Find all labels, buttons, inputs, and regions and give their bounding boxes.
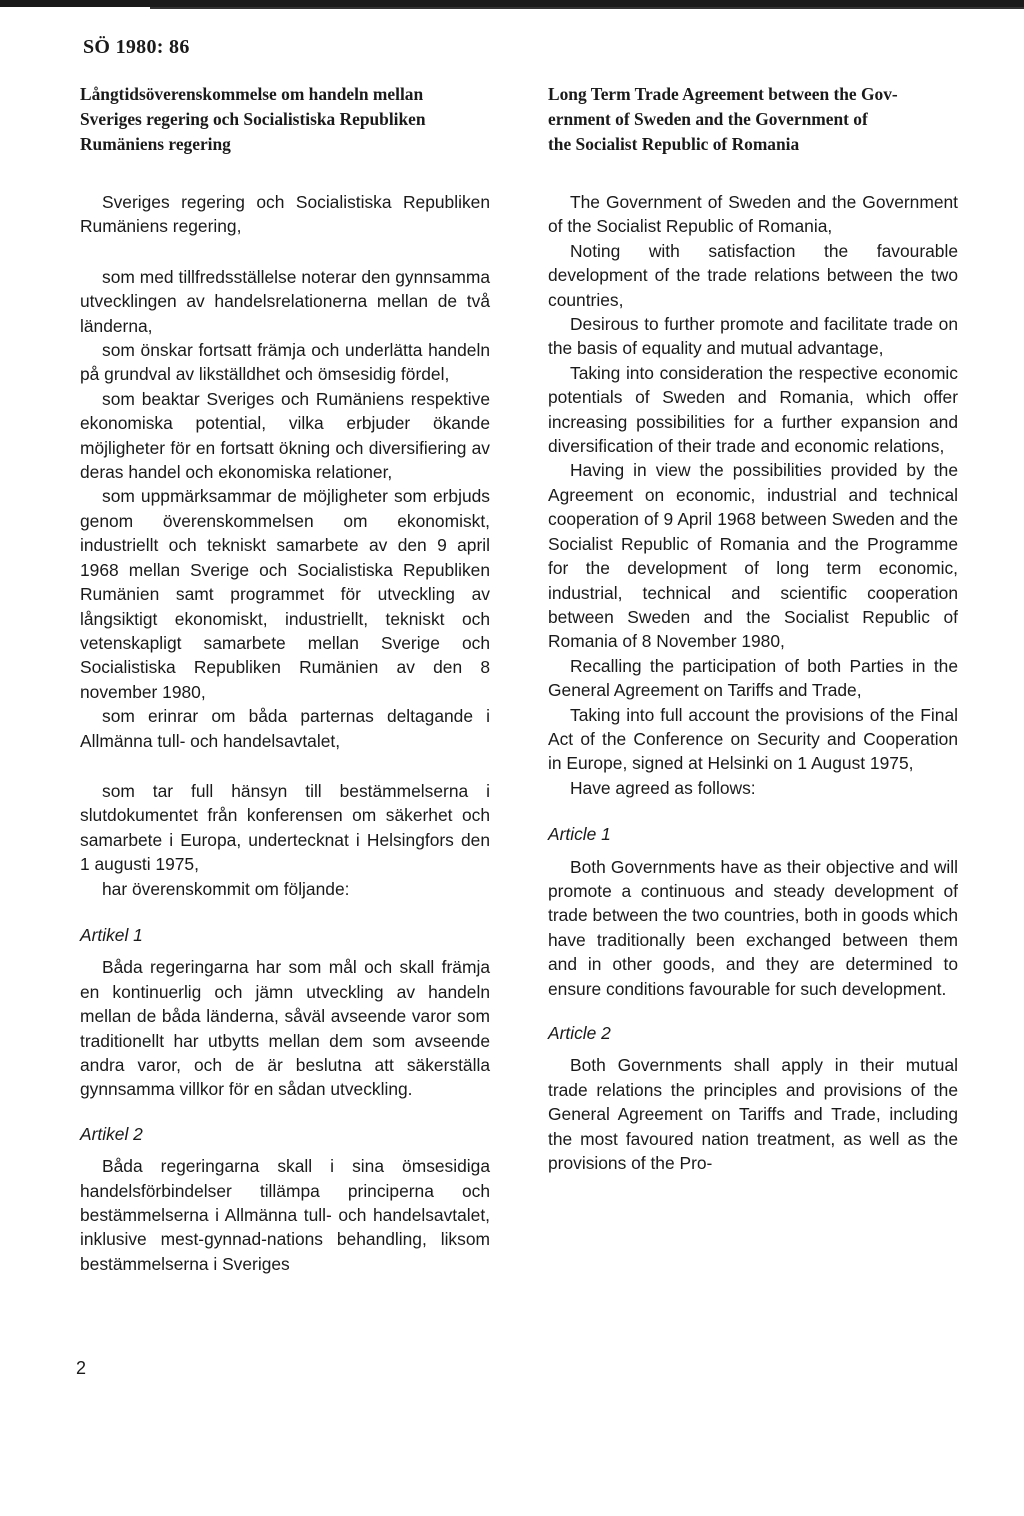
english-article-1-text: Both Governments have as their objective and will promote a continuous and steady development of trade between the two countries, both in goods which have traditionally been exchanged between them and in other goods, and they are determined to ensure conditions favourable for such development. [548, 856, 958, 999]
swedish-article-1-text: Båda regeringarna har som mål och skall främja en kontinuerlig och jämn utveckling av handeln mellan de båda länderna, såväl avseende varor som traditionellt har utbytts mellan dem som avseende andra varor, och de är beslutna att säkerställa gynnsamma villkor för en sådan utveckling. [80, 957, 490, 1100]
swedish-article-2-heading: Artikel 2 [80, 1123, 143, 1144]
english-recital: Taking into consideration the respective economic potentials of Sweden and Romania, which offer increasing possibilities for a further expansion and diversification of their trade and economic relations, [548, 362, 958, 457]
swedish-recital: som tar full hänsyn till bestämmelserna i slutdokumentet från konferensen om säkerhet och samarbete i Europa, undertecknat i Helsingfors den 1 augusti 1975, [80, 780, 490, 875]
swedish-recital: som erinrar om båda parternas deltagande i Allmänna tull- och handelsavtalet, [80, 706, 490, 751]
swedish-column [80, 82, 490, 1276]
document-header: SÖ 1980: 86 [83, 36, 190, 58]
swedish-article-1-heading: Artikel 1 [80, 924, 143, 945]
swedish-recital: som önskar fortsatt främja och underlätta handeln på grundval av likställdhet och ömsesidig fördel, [80, 340, 490, 385]
english-recital: Noting with satisfaction the favourable development of the trade relations between the two countries, [548, 240, 958, 310]
english-article-2-text: Both Governments shall apply in their mutual trade relations the principles and provisions of the General Agreement on Tariffs and Trade, including the most favoured nation treatment, as well as the provisions of the Pro- [548, 1055, 958, 1174]
top-rule-thin [150, 7, 1024, 9]
english-recital: Desirous to further promote and facilitate trade on the basis of equality and mutual advantage, [548, 314, 958, 359]
english-recital: Recalling the participation of both Parties in the General Agreement on Tariffs and Trade, [548, 655, 958, 701]
english-title-line: Long Term Trade Agreement between the Gov- [548, 84, 898, 104]
english-title [548, 82, 958, 157]
english-parties: The Government of Sweden and the Government of the Socialist Republic of Romania, [548, 192, 958, 237]
top-rule [0, 0, 1024, 7]
english-title-line: the Socialist Republic of Romania [548, 134, 800, 154]
english-article-2-heading: Article 2 [548, 1023, 611, 1043]
swedish-recital: har överenskommit om följande: [102, 878, 350, 899]
english-recital: Taking into full account the provisions of the Final Act of the Conference on Security and Cooperation in Europe, signed at Helsinki on 1 August 1975, [548, 704, 958, 774]
swedish-article-2-text: Båda regeringarna skall i sina ömsesidiga handelsförbindelser tillämpa principerna och bestämmelserna i Allmänna tull- och handelsavtalet, inklusive mest-gynnad-nations behandling, liksom bestämmelserna i Sveriges [80, 1156, 490, 1274]
swedish-recital: som med tillfredsställelse noterar den gynnsamma utvecklingen av handelsrelationerna mellan de två länderna, [80, 266, 490, 336]
page-number: 2 [76, 1358, 87, 1378]
english-recital: Have agreed as follows: [570, 777, 756, 798]
english-recital: Having in view the possibilities provided by the Agreement on economic, industrial and technical cooperation of 9 April 1968 between Sweden and the Socialist Republic of Romania and the Programme for the development of long term economic, industrial, technical and scientific cooperation between Sweden and the Socialist Republic of Romania of 8 November 1980, [548, 460, 958, 652]
english-column [548, 82, 958, 1175]
english-article-1-heading: Article 1 [548, 824, 611, 845]
swedish-title-line: Sveriges regering och Socialistiska Republiken [80, 109, 426, 129]
swedish-recital: som uppmärksammar de möjligheter som erbjuds genom överenskommelsen om ekonomiskt, industriellt och tekniskt samarbete av den 9 april 1968 mellan Sverige och Socialistiska Republiken Rumänien samt programmet för utveckling av långsiktigt ekonomiskt, industriellt, tekniskt och vetenskapligt samarbete mellan Sverige och Socialistiska Republiken Rumänien av den 8 november 1980, [80, 486, 490, 702]
swedish-title [80, 82, 490, 157]
english-title-line: ernment of Sweden and the Government of [548, 109, 868, 129]
swedish-parties: Sveriges regering och Socialistiska Republiken Rumäniens regering, [80, 192, 490, 237]
swedish-recital: som beaktar Sveriges och Rumäniens respektive ekonomiska potential, vilka erbjuder ökande möjligheter för en fortsatt ökning och diversifiering av deras handel och ekonomiska relationer, [80, 388, 490, 483]
swedish-title-line: Långtidsöverenskommelse om handeln mellan [80, 84, 424, 104]
swedish-title-line: Rumäniens regering [80, 134, 231, 154]
